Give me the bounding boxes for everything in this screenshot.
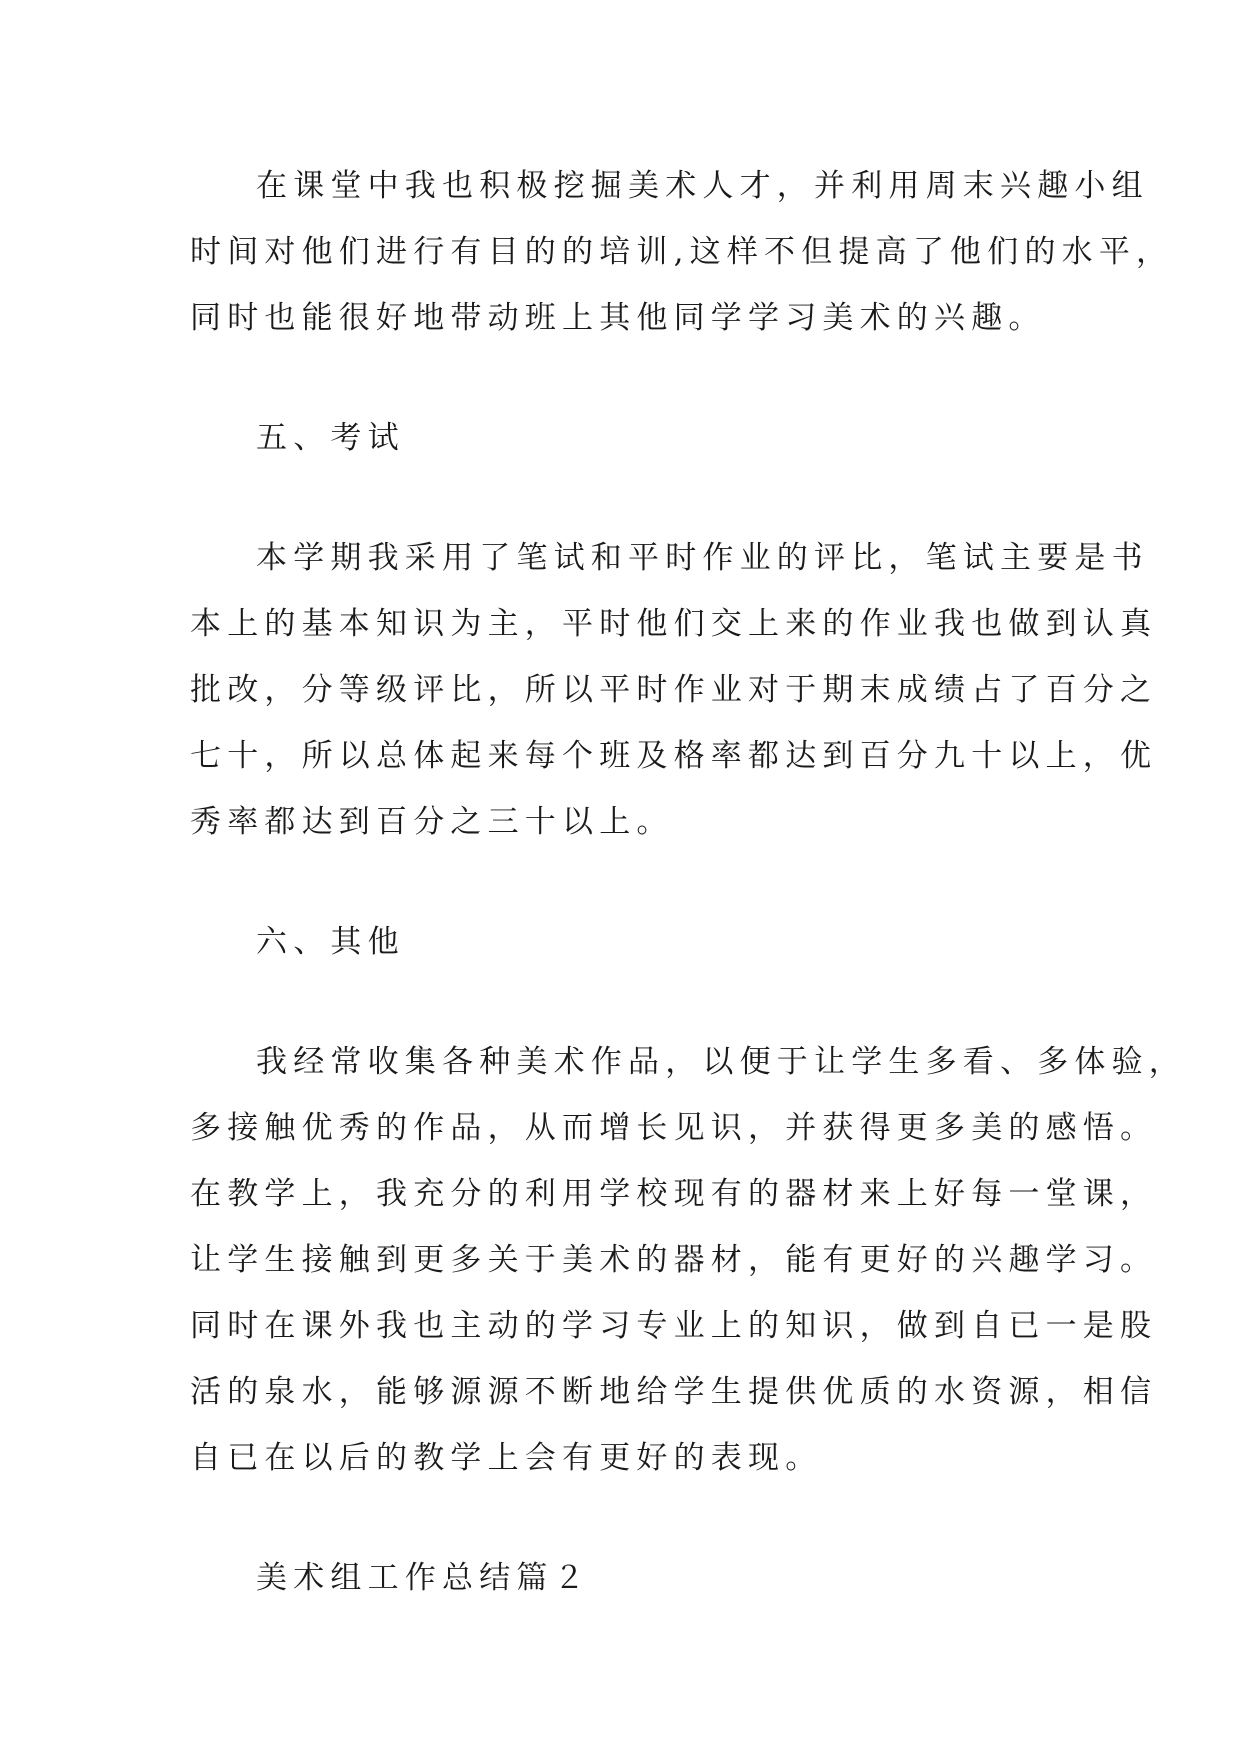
heading-exam: 五、考试	[256, 420, 405, 456]
paragraph-3-line-2: 多接触优秀的作品，从而增长见识，并获得更多美的感悟。	[190, 1110, 1158, 1146]
paragraph-2-line-2: 本上的基本知识为主，平时他们交上来的作业我也做到认真	[190, 606, 1158, 642]
heading-other: 六、其他	[256, 924, 405, 960]
paragraph-2-line-3: 批改，分等级评比，所以平时作业对于期末成绩占了百分之	[190, 672, 1158, 708]
paragraph-3-line-3: 在教学上，我充分的利用学校现有的器材来上好每一堂课，	[190, 1176, 1158, 1212]
section-title: 美术组工作总结篇２	[256, 1560, 591, 1596]
paragraph-3-line-1: 我经常收集各种美术作品，以便于让学生多看、多体验，	[256, 1044, 1186, 1080]
paragraph-3-line-5: 同时在课外我也主动的学习专业上的知识，做到自已一是股	[190, 1308, 1158, 1344]
paragraph-3-line-6: 活的泉水，能够源源不断地给学生提供优质的水资源，相信	[190, 1374, 1158, 1410]
paragraph-1-line-2: 时间对他们进行有目的的培训,这样不但提高了他们的水平，	[190, 234, 1174, 270]
paragraph-1-line-1: 在课堂中我也积极挖掘美术人才，并利用周末兴趣小组	[256, 168, 1149, 204]
paragraph-2-line-1: 本学期我采用了笔试和平时作业的评比，笔试主要是书	[256, 540, 1149, 576]
paragraph-3-line-7: 自已在以后的教学上会有更好的表现。	[190, 1440, 823, 1476]
paragraph-3-line-4: 让学生接触到更多关于美术的器材，能有更好的兴趣学习。	[190, 1242, 1158, 1278]
paragraph-2-line-5: 秀率都达到百分之三十以上。	[190, 804, 674, 840]
paragraph-1-line-3: 同时也能很好地带动班上其他同学学习美术的兴趣。	[190, 300, 1046, 336]
paragraph-2-line-4: 七十，所以总体起来每个班及格率都达到百分九十以上，优	[190, 738, 1158, 774]
